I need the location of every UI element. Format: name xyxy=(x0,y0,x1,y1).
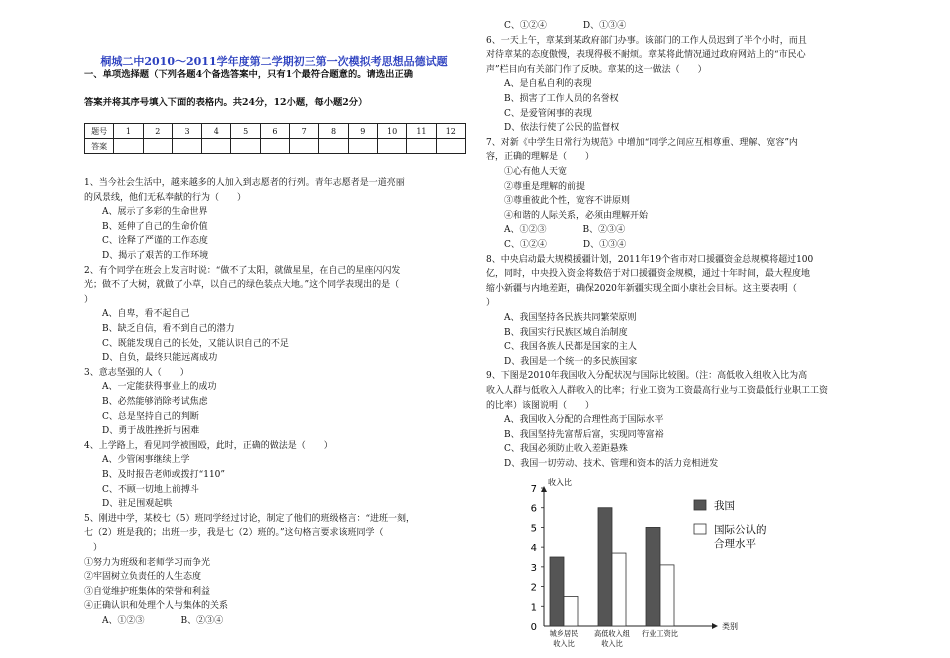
question-line: 7、对新《中学生日常行为规范》中增加“同学之间应互相尊重、理解、宽容”内 xyxy=(486,137,798,148)
legend-label-international: 国际公认的 xyxy=(714,524,767,536)
legend-label-china: 我国 xyxy=(714,500,735,512)
question-line: 4、上学路上，看见同学被围殴，此时，正确的做法是（ ） xyxy=(84,440,333,451)
question-line: 亿，同时，中央投入资金将数倍于对口援疆资金规模，通过十年时间，最大程度地 xyxy=(486,269,811,280)
question-line: D、我国是一个统一的多民族国家 xyxy=(486,356,638,367)
section-heading: 一、单项选择题（下列各题4个备选答案中，只有1个最符合题意的。请选出正确 xyxy=(84,69,414,80)
question-line: ） xyxy=(486,298,496,309)
question-line: ②牢固树立负责任的人生态度 xyxy=(84,572,202,583)
answer-table-answer-row xyxy=(85,139,466,154)
question-line: ①努力为班级和老师学习而争光 xyxy=(84,557,211,568)
section-heading-cont: 答案并将其序号填入下面的表格内。共24分，12小题，每小题2分） xyxy=(84,97,368,108)
question-line: ） xyxy=(84,543,103,553)
table-cell: 9 xyxy=(348,124,377,139)
table-cell: 11 xyxy=(407,124,436,139)
question-line: A、我国收入分配的合理性高于国际水平 xyxy=(486,415,664,426)
question-line: C、我国各族人民都是国家的主人 xyxy=(486,342,637,353)
legend-label-international-cont: 合理水平 xyxy=(714,538,756,550)
answer-cell[interactable] xyxy=(143,139,172,154)
bar-international xyxy=(660,565,674,626)
question-line: ③自觉维护班集体的荣誉和利益 xyxy=(84,586,211,597)
question-line: ③尊重彼此个性，宽容不讲原则 xyxy=(486,196,631,207)
table-cell: 2 xyxy=(143,124,172,139)
question-line: 1、当今社会生活中，越来越多的人加入到志愿者的行列。青年志愿者是一道亮丽 xyxy=(84,178,405,188)
table-cell: 6 xyxy=(260,124,289,139)
table-row-label: 答案 xyxy=(85,139,114,154)
answer-cell[interactable] xyxy=(319,139,348,154)
bar-china xyxy=(550,557,564,626)
table-cell: 10 xyxy=(377,124,406,139)
question-line: A、我国坚持各民族共同繁荣原则 xyxy=(486,313,637,323)
question-line: C、①②④ D、①③④ xyxy=(486,240,627,250)
question-line: A、一定能获得事业上的成功 xyxy=(84,382,217,393)
table-row-label: 题号 xyxy=(85,124,114,139)
question-line: 5、刚进中学，某校七（5）班同学经过讨论，制定了他们的班级格言：“进班一刻， xyxy=(84,513,416,524)
question-line: B、缺乏自信，看不到自己的潜力 xyxy=(84,324,235,334)
question-line: B、损害了工作人员的名誉权 xyxy=(486,94,619,104)
question-line: B、我国坚持先富帮后富，实现同等富裕 xyxy=(486,429,664,440)
x-tick-label: 高低收入组 xyxy=(594,629,630,638)
legend-swatch-china xyxy=(694,500,706,510)
question-line: C、①②④ D、①③④ xyxy=(486,21,627,31)
question-line: 6、一天上午，章某到某政府部门办事。该部门的工作人员迟到了半个小时，而且 xyxy=(486,35,807,46)
table-cell: 5 xyxy=(231,124,260,139)
question-line: A、是自私自利的表现 xyxy=(486,79,592,90)
bar-china xyxy=(646,527,660,626)
question-line: ④和谐的人际关系，必须由理解开始 xyxy=(486,210,649,221)
question-line: 光；做不了大树，就做了小草，以自己的绿色装点大地。”这个同学表现出的是（ xyxy=(84,280,400,291)
answer-table-number-row xyxy=(85,124,466,139)
question-line: 容，正确的理解是（ ） xyxy=(486,152,595,163)
bar-china xyxy=(598,508,612,626)
x-axis-label: 类别 xyxy=(722,622,738,631)
question-line: 对待章某的态度傲慢，表现得极不耐烦。章某将此情况通过政府网站上的“市民心 xyxy=(486,50,806,61)
table-cell: 7 xyxy=(290,124,319,139)
y-tick-label: 3 xyxy=(530,562,537,574)
question-line: C、总是坚持自己的判断 xyxy=(84,411,199,422)
question-line: A、①②③ B、②③④ xyxy=(84,616,224,626)
answer-cell[interactable] xyxy=(172,139,201,154)
answer-cell[interactable] xyxy=(377,139,406,154)
question-line: 收入人群与低收入人群收入的比率；行业工资为工资最高行业与工资最低行业职工工资 xyxy=(486,386,829,396)
question-line: A、①②③ B、②③④ xyxy=(486,225,626,236)
y-tick-label: 7 xyxy=(530,484,537,495)
question-line: 的比率）该图说明（ ） xyxy=(486,400,595,411)
x-tick-label: 行业工资比 xyxy=(642,629,678,638)
question-line: ②尊重是理解的前提 xyxy=(486,181,586,192)
question-line: 七（2）班是我的；出班一步，我是七（2）班的。”这句格言要求该班同学（ xyxy=(84,528,384,539)
answer-cell[interactable] xyxy=(407,139,436,154)
bar-international xyxy=(612,553,626,626)
x-tick-label: 收入比 xyxy=(601,639,623,648)
answer-cell[interactable] xyxy=(348,139,377,154)
question-line: C、我国必须防止收入差距悬殊 xyxy=(486,444,628,455)
table-cell: 4 xyxy=(202,124,231,139)
question-line: B、延伸了自己的生命价值 xyxy=(84,221,208,232)
question-line: B、必然能够消除考试焦虑 xyxy=(84,397,208,407)
answer-cell[interactable] xyxy=(436,139,465,154)
table-cell: 12 xyxy=(436,124,465,139)
x-axis-arrow xyxy=(712,623,718,629)
y-axis-label: 收入比 xyxy=(548,478,572,487)
question-line: D、依法行使了公民的监督权 xyxy=(486,123,620,134)
question-line: ①心有他人天宽 xyxy=(486,167,568,177)
answer-cell[interactable] xyxy=(202,139,231,154)
bar-international xyxy=(564,596,578,626)
income-ratio-chart xyxy=(516,476,796,658)
question-line: 声”栏目向有关部门作了反映。章某的这一做法（ ） xyxy=(486,64,707,75)
y-tick-label: 5 xyxy=(530,523,537,535)
question-line: 8、中央启动最大规模援疆计划，2011年19个省市对口援疆资金总规模将超过100 xyxy=(486,254,814,265)
question-line: 缩小新疆与内地差距，确保2020年新疆实现全面小康社会目标。这主要表明（ xyxy=(486,283,797,294)
answer-cell[interactable] xyxy=(231,139,260,154)
question-line: B、我国实行民族区域自治制度 xyxy=(486,327,628,338)
x-tick-label: 城乡居民 xyxy=(549,629,579,638)
question-line: D、勇于战胜挫折与困难 xyxy=(84,426,200,437)
y-tick-label: 0 xyxy=(530,622,537,633)
answer-table xyxy=(84,123,466,154)
question-line: C、诠释了严谨的工作态度 xyxy=(84,236,208,247)
question-line: D、揭示了艰苦的工作环境 xyxy=(84,251,209,261)
page-title: 桐城二中2010～2011学年度第二学期初三第一次模拟考思想品德试题 xyxy=(100,55,448,68)
question-line: B、及时报告老师或拨打“110” xyxy=(84,470,225,480)
question-line: A、自卑，看不起自己 xyxy=(84,309,190,320)
table-cell: 8 xyxy=(319,124,348,139)
question-line: D、我国一切劳动、技术、管理和资本的活力竞相迸发 xyxy=(486,459,719,469)
question-line: 3、意志坚强的人（ ） xyxy=(84,367,189,378)
question-line: D、自负，最终只能远离成功 xyxy=(84,353,218,364)
question-line: C、是爱管闲事的表现 xyxy=(486,108,592,119)
y-tick-label: 1 xyxy=(530,602,537,614)
answer-cell[interactable] xyxy=(290,139,319,154)
answer-cell[interactable] xyxy=(260,139,289,154)
question-line: ） xyxy=(84,294,94,305)
y-tick-label: 2 xyxy=(530,582,537,594)
question-line: 9、下图是2010年我国收入分配状况与国际比较图。（注：高低收入组收入比为高 xyxy=(486,371,808,382)
question-line: A、少管闲事继续上学 xyxy=(84,455,190,466)
question-line: A、展示了多彩的生命世界 xyxy=(84,207,208,218)
question-line: ④正确认识和处理个人与集体的关系 xyxy=(84,601,229,612)
y-axis-arrow xyxy=(541,486,547,492)
y-tick-label: 4 xyxy=(530,543,537,555)
question-line: 2、有个同学在班会上发言时说：“做不了太阳，就做星星，在自己的星座闪闪发 xyxy=(84,265,401,276)
question-line: C、不顾一切地上前搏斗 xyxy=(84,484,199,495)
y-tick-label: 6 xyxy=(530,503,537,515)
question-line: C、既能发现自己的长处，又能认识自己的不足 xyxy=(84,338,289,349)
answer-cell[interactable] xyxy=(114,139,143,154)
legend-swatch-international xyxy=(694,524,706,534)
x-tick-label: 收入比 xyxy=(553,639,575,648)
question-line: 的风景线，他们无私奉献的行为（ ） xyxy=(84,192,247,203)
table-cell: 3 xyxy=(172,124,201,139)
table-cell: 1 xyxy=(114,124,143,139)
question-line: D、驻足围观起哄 xyxy=(84,499,173,510)
